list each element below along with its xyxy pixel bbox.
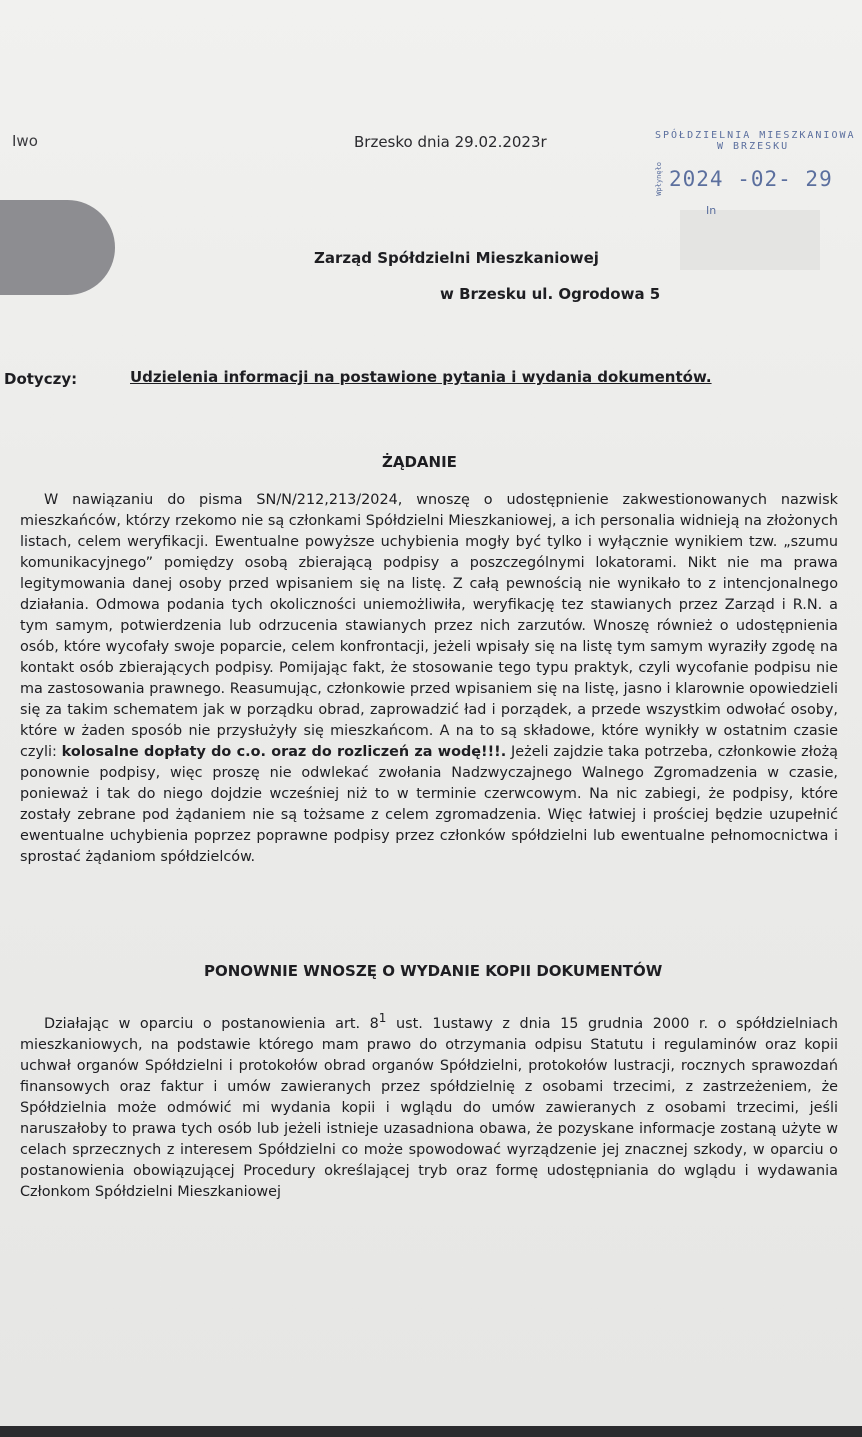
stamp-side-text: Wpłynęło (655, 162, 663, 196)
section-heading-demand: ŻĄDANIE (382, 453, 457, 471)
demand-text-a: W nawiązaniu do pisma SN/N/212,213/2024, wnoszę o udostępnienie zakwestionowanych nazwisk mieszkańców, którzy rzekomo nie są członkami Spółdzielni Mieszkaniowej, a ich personalia widnieją na złożonych listach, celem weryfikacji. Ewentualne powyższe uchybienia mogły być tylko i wyłącznie wynikiem tzw. „szumu komunikacyjnego” pomiędzy osobą zbierającą podpisy a poszczególnymi lokatorami. Nikt nie ma prawa legitymowania danej osoby przed wpisaniem się na listę. Z całą pewnością nie wynikało to z intencjonalnego działania. Odmowa podania tych okoliczności uniemożliwiła, weryfikację tez stawianych przez Zarząd i R.N. a tym samym, potwierdzenia lub odrzucenia stawianych przez nich zarzutów. Wnoszę również o udostępnienia osób, które wycofały swoje poparcie, celem konfrontacji, jeżeli wpisały się na listę tym samym wyraziły zgodę na kontakt osób zbierających podpisy. Pomijając fakt, że stosowanie tego typu praktyk, czyli wycofanie podpisu nie ma zastosowania prawnego. Reasumując, członkowie przed wpisaniem się na listę, jasno i klarownie opowiedzieli się za takim schematem jak w porządku obrad, zaprowadzić ład i porządek, a przede wszystkim odwołać osoby, które w żaden sposób nie przysłużyły się mieszkańcom. A na to są składowe, które wynikły w ostatnim czasie czyli: (20, 492, 838, 760)
recipient-line-2: w Brzesku ul. Ogrodowa 5 (440, 285, 661, 303)
section-heading-documents: PONOWNIE WNOSZĘ O WYDANIE KOPII DOKUMENTÓW (204, 962, 663, 980)
demand-text-b: Jeżeli zajdzie taka potrzeba, członkowie złożą ponownie podpisy, więc proszę nie odwlekać zwołania Nadzwyczajnego Walnego Zgromadzenia w czasie, ponieważ i tak do niego dojdzie wcześniej niż to w terminie czerwcowym. Na nic zabiegi, że podpisy, które zostały zebrane pod żądaniem nie są tożsame z celem zgromadzenia. Więc łatwiej i prościej będzie uzupełnić ewentualne uchybienia poprzez poprawne podpisy przez członków spółdzielni lub ewentualne pełnomocnictwa i sprostać żądaniom spółdzielców. (20, 744, 838, 865)
redacted-stamp-area (680, 210, 820, 270)
subject-text: Udzielenia informacji na postawione pytania i wydania dokumentów. (130, 368, 712, 386)
stamp-initials: In (706, 204, 717, 217)
sender-name: Iwo (12, 132, 38, 150)
demand-text-bold: kolosalne dopłaty do c.o. oraz do rozliczeń za wodę!!!. (61, 744, 507, 760)
stamp-received-date: 2024 -02- 29 (669, 166, 833, 191)
received-stamp (655, 130, 862, 196)
documents-text-a: Działając w oparciu o postanowienia art. 8 (44, 1015, 379, 1032)
documents-text-b: ust. 1ustawy z dnia 15 grudnia 2000 r. o spółdzielniach mieszkaniowych, na podstawie którego mam prawo do otrzymania odpisu Statutu i regulaminów oraz kopii uchwał organów Spółdzielni i protokołów obrad organów Spółdzielni, protokołów lustracji, rocznych sprawozdań finansowych oraz faktur i umów zawieranych przez spółdzielnię z osobami trzecimi, z zastrzeżeniem, że Spółdzielnia może odmówić mi wydania kopii i wglądu do umów zawieranych z osobami trzecimi, jeśli naruszałoby to prawa tych osób lub jeżeli istnieje uzasadniona obawa, że pozyskane informacje zostaną użyte w celach sprzecznych z interesem Spółdzielni co może spowodować wyrządzenie jej znacznej szkody, w oparciu o postanowienia obowiązującej Procedury określającej tryb oraz formę udostępniania do wglądu i wydawania Członkom Spółdzielni Mieszkaniowej (20, 1015, 838, 1200)
photo-bottom-edge (0, 1426, 862, 1437)
documents-paragraph (20, 1008, 838, 1203)
stamp-line-1: SPÓŁDZIELNIA MIESZKANIOWA (655, 130, 856, 141)
redacted-address-block (0, 200, 115, 295)
recipient-line-1: Zarząd Spółdzielni Mieszkaniowej (314, 249, 599, 267)
stamp-line-2: W BRZESKU (717, 141, 790, 152)
demand-paragraph (20, 490, 838, 868)
documents-superscript: 1 (378, 1011, 387, 1025)
subject-label: Dotyczy: (4, 370, 78, 388)
date-line: Brzesko dnia 29.02.2023r (354, 133, 547, 151)
